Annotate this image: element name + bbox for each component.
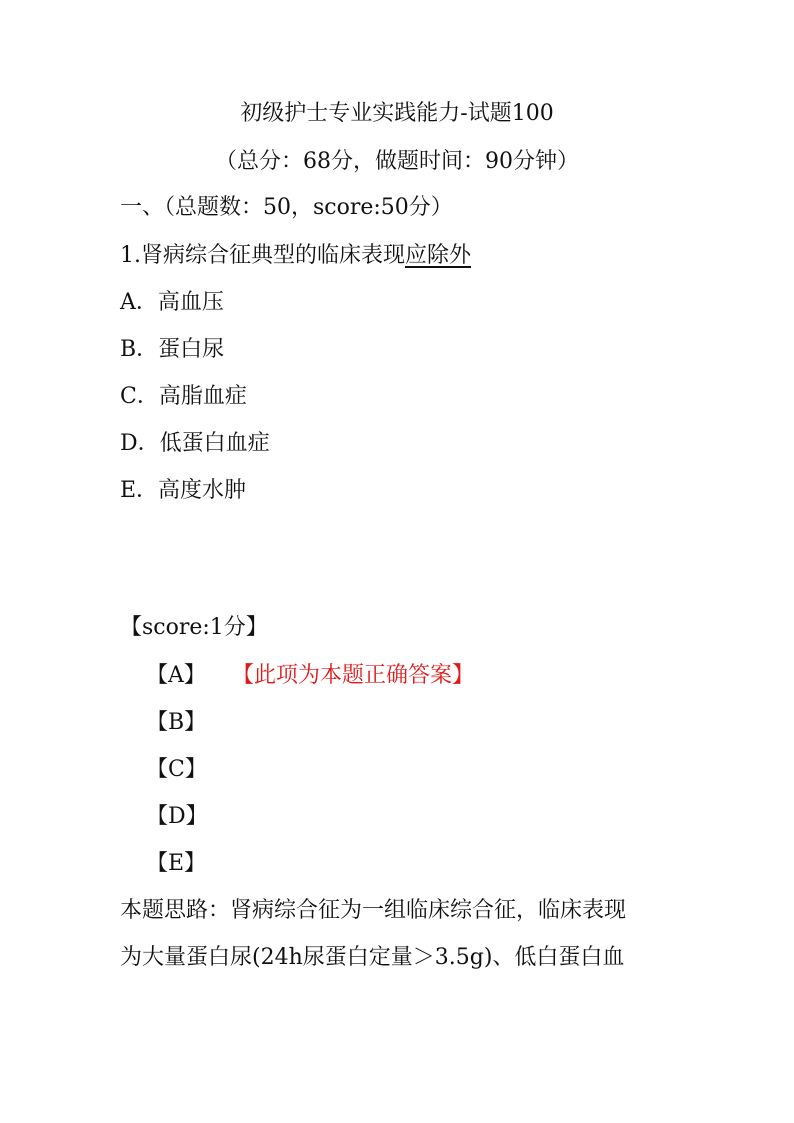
answer-choice-a: 【A】 (146, 663, 206, 688)
page-title: 初级护士专业实践能力-试题100 (240, 101, 554, 126)
explanation-line-1: 本题思路：肾病综合征为一组临床综合征，临床表现 (120, 898, 627, 923)
question-stem (120, 242, 471, 270)
page-subtitle: （总分：68分，做题时间：90分钟） (215, 149, 579, 174)
correct-answer-note: 【此项为本题正确答案】 (232, 663, 475, 688)
question-stem-text: 1.肾病综合征典型的临床表现 (120, 243, 405, 268)
option-e: E．高度水肿 (120, 478, 247, 503)
option-d: D．低蛋白血症 (120, 431, 270, 456)
answer-choice-c: 【C】 (146, 757, 207, 782)
question-stem-underlined: 应除外 (405, 243, 472, 268)
score-label: 【score:1分】 (120, 615, 268, 640)
answer-choice-e: 【E】 (146, 851, 207, 876)
option-c: C．高脂血症 (120, 384, 247, 409)
option-a: A．高血压 (120, 290, 224, 315)
section-heading: 一、（总题数：50，score:50分） (120, 195, 453, 220)
answer-choice-b: 【B】 (146, 710, 207, 735)
explanation-line-2: 为大量蛋白尿(24h尿蛋白定量＞3.5g)、低白蛋白血 (120, 945, 625, 970)
answer-choice-d: 【D】 (146, 804, 208, 829)
option-b: B．蛋白尿 (120, 337, 225, 362)
